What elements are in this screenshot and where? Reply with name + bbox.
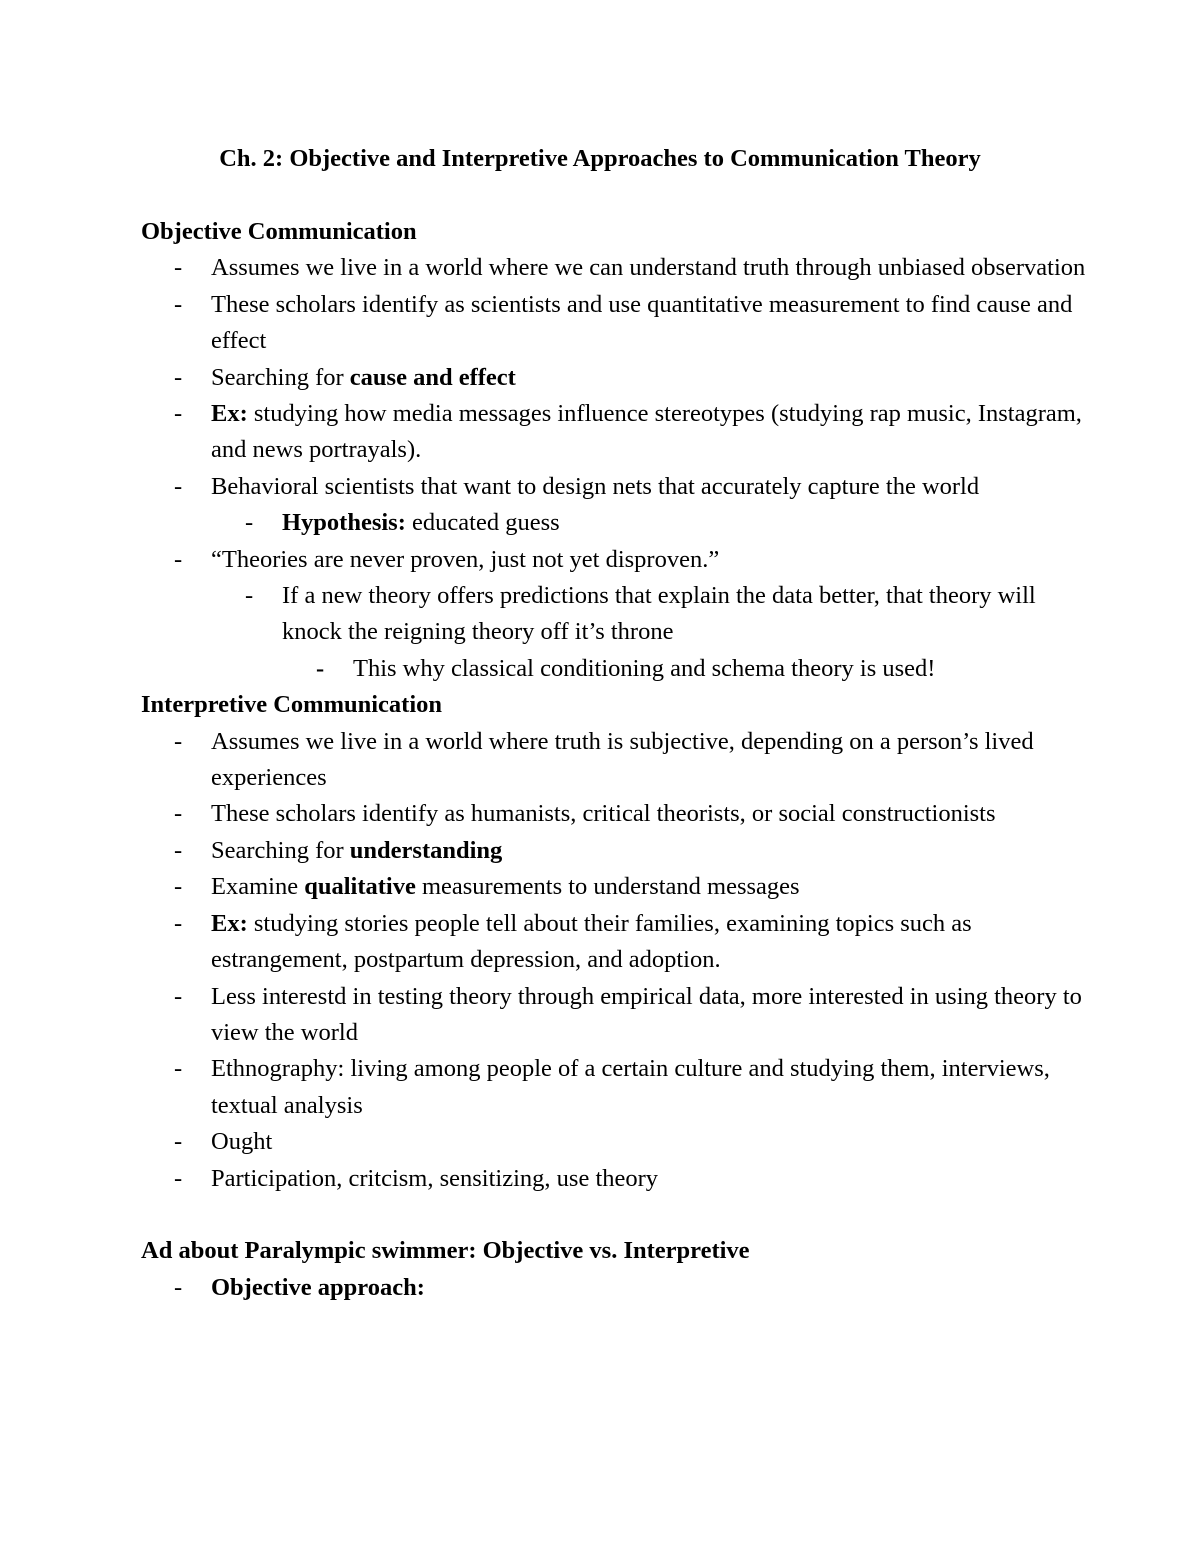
list-item-text: These scholars identify as humanists, critical theorists, or social constructionists — [211, 800, 996, 828]
list-item — [141, 906, 1101, 979]
list-item-text: Ethnography: living among people of a certain culture and studying them, interviews, textual analysis — [211, 1055, 1050, 1119]
list-item-text: Participation, critcism, sensitizing, use theory — [211, 1164, 659, 1192]
list-item — [141, 287, 1101, 360]
list-item — [141, 396, 1101, 469]
bold-term: Ex: — [211, 400, 248, 428]
list-item — [141, 250, 1101, 286]
dash-bullet: - — [174, 545, 183, 573]
list-item — [141, 833, 1101, 869]
list-item-text: This why classical conditioning and schema theory is used! — [353, 654, 936, 682]
list-item — [141, 578, 1101, 687]
list-item-text: Searching for — [211, 836, 350, 864]
list-item — [141, 1124, 1101, 1160]
sub-list — [141, 578, 1101, 687]
dash-bullet: - — [174, 909, 183, 937]
list-item — [141, 505, 1101, 541]
bold-term: understanding — [349, 836, 503, 864]
list-item — [141, 651, 1101, 687]
list-item-text: studying how media messages influence stereotypes (studying rap music, Instagram, and news portrayals). — [211, 400, 1082, 464]
ad-list — [141, 1270, 1101, 1306]
list-item — [141, 1051, 1101, 1124]
dash-bullet: - — [174, 1128, 183, 1156]
bold-term: qualitative — [304, 873, 416, 901]
bold-term: Ex: — [211, 909, 248, 937]
ad-heading: Ad about Paralympic swimmer: Objective vs. Interpretive — [141, 1237, 750, 1265]
dash-bullet: - — [174, 1055, 183, 1083]
dash-bullet: - — [174, 1273, 183, 1301]
list-item — [141, 1270, 1101, 1306]
dash-bullet: - — [174, 400, 183, 428]
list-item — [141, 796, 1101, 832]
list-item — [141, 724, 1101, 797]
bold-term: Objective approach: — [211, 1273, 425, 1301]
dash-bullet: - — [174, 836, 183, 864]
dash-bullet: - — [245, 582, 254, 610]
dash-bullet: - — [245, 509, 254, 537]
bold-term: cause and effect — [349, 363, 516, 391]
list-item — [141, 979, 1101, 1052]
list-item-text: If a new theory offers predictions that explain the data better, that theory will knock the reigning theory off it’s throne — [282, 582, 1036, 646]
objective-heading: Objective Communication — [141, 218, 417, 245]
list-item-text: Searching for — [211, 363, 350, 391]
dash-bullet: - — [174, 727, 183, 755]
dash-bullet: - — [174, 472, 183, 500]
sub-sub-list — [141, 651, 1101, 687]
list-item-text: Assumes we live in a world where we can understand truth through unbiased observation — [211, 254, 1086, 282]
list-item — [141, 1161, 1101, 1197]
sub-list — [141, 505, 1101, 541]
dash-bullet: - — [316, 654, 325, 682]
blank-line — [141, 1197, 1101, 1233]
interpretive-list — [141, 724, 1101, 1197]
list-item-text: Examine — [211, 873, 305, 901]
dash-bullet: - — [174, 800, 183, 828]
list-item — [141, 542, 1101, 688]
list-item — [141, 360, 1101, 396]
dash-bullet: - — [174, 363, 183, 391]
list-item — [141, 469, 1101, 542]
interpretive-heading: Interpretive Communication — [141, 691, 442, 719]
list-item-text: Less interestd in testing theory through empirical data, more interested in using theory to view the world — [211, 982, 1082, 1046]
list-item — [141, 869, 1101, 905]
dash-bullet: - — [174, 290, 183, 318]
dash-bullet: - — [174, 873, 183, 901]
list-item-text: “Theories are never proven, just not yet disproven.” — [211, 545, 720, 573]
dash-bullet: - — [174, 982, 183, 1010]
list-item-text: Ought — [211, 1128, 273, 1156]
list-item-text: educated guess — [405, 509, 560, 537]
objective-section — [141, 214, 1101, 1306]
objective-list — [141, 250, 1101, 687]
list-item-text: Behavioral scientists that want to design nets that accurately capture the world — [211, 472, 980, 500]
dash-bullet: - — [174, 254, 183, 282]
list-item-text: These scholars identify as scientists and use quantitative measurement to find cause and effect — [211, 290, 1073, 355]
dash-bullet: - — [174, 1164, 183, 1192]
list-item-text: studying stories people tell about their families, examining topics such as estrangement, postpartum depression, and adoption. — [211, 909, 972, 974]
document-title: Ch. 2: Objective and Interpretive Approaches to Communication Theory — [219, 145, 981, 172]
list-item-text: Assumes we live in a world where truth is subjective, depending on a person’s lived experiences — [211, 727, 1034, 792]
list-item-text: measurements to understand messages — [415, 873, 800, 901]
bold-term: Hypothesis: — [282, 509, 406, 537]
